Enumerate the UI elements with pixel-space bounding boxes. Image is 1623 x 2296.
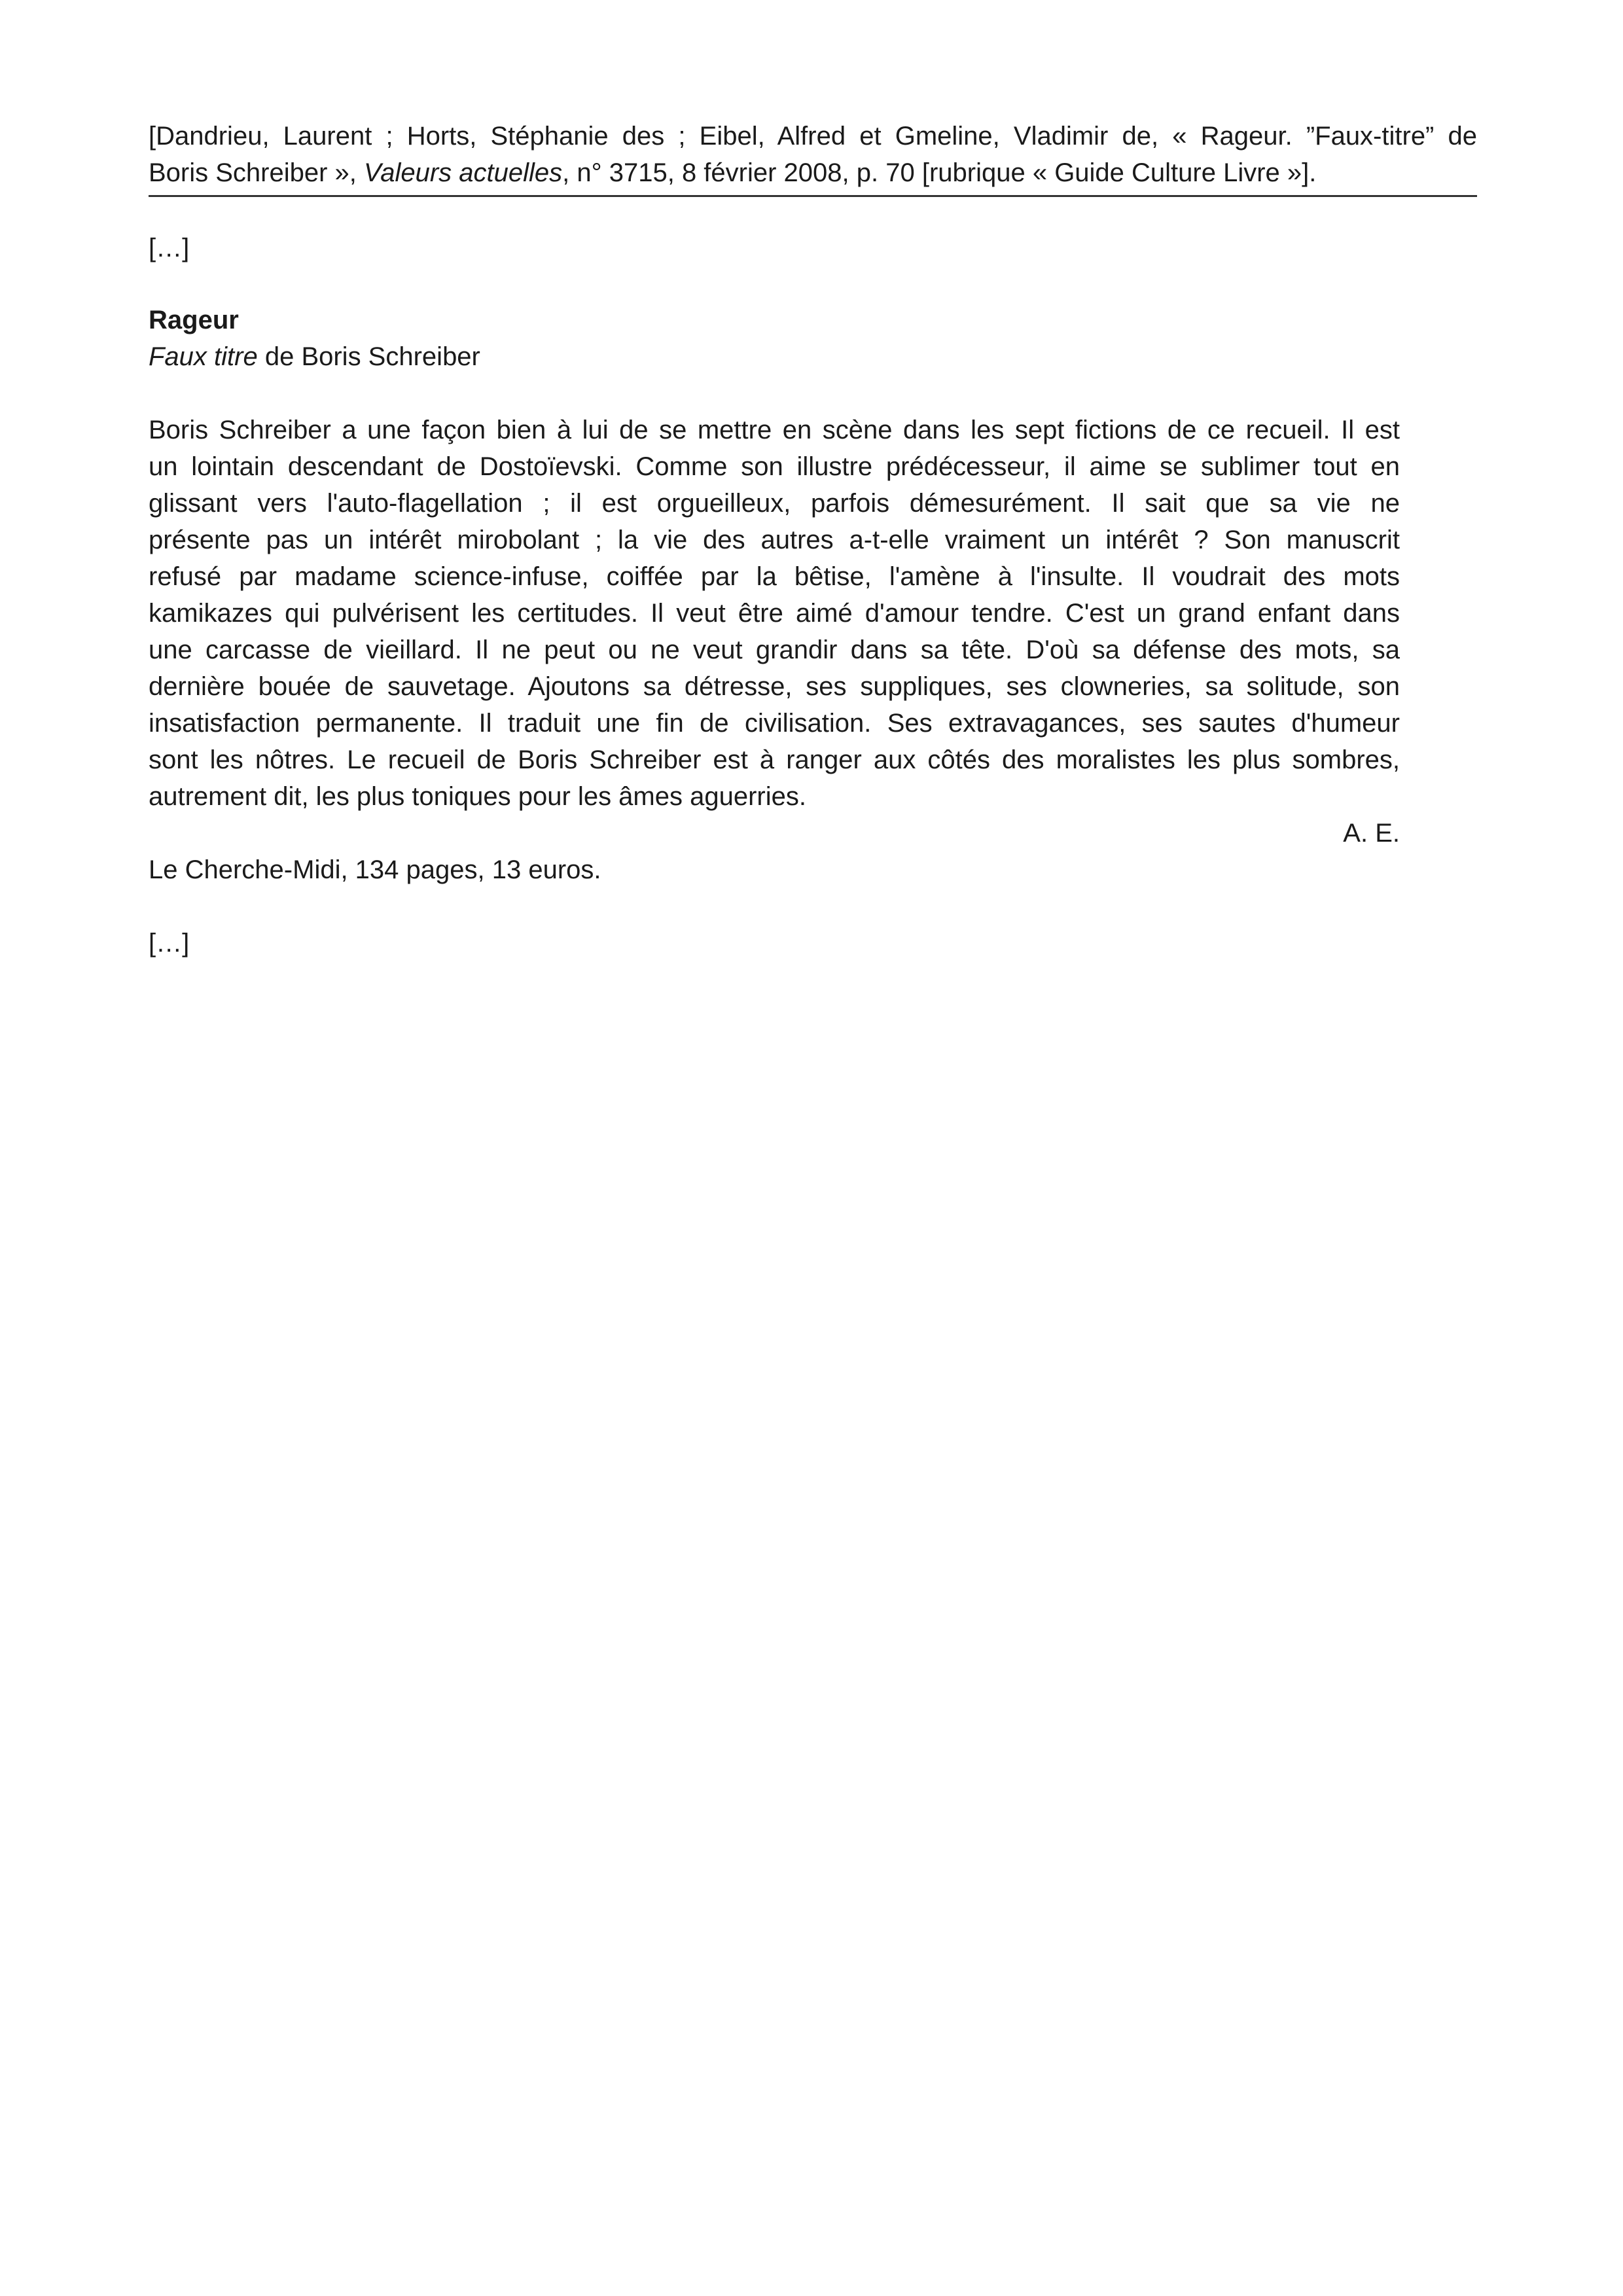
citation-line-2-end: , n° 3715, 8 février 2008, p. 70 [rubrique « Guide Culture Livre »]. <box>562 158 1317 187</box>
review-line: kamikazes qui pulvérisent les certitudes. Il veut être aimé d'amour tendre. C'est un grand enfant dans <box>149 599 1400 628</box>
review-line: sont les nôtres. Le recueil de Boris Schreiber est à ranger aux côtés des moralistes les plus sombres, <box>149 745 1400 774</box>
review-line: présente pas un intérêt mirobolant ; la vie des autres a-t-elle vraiment un intérêt ? Son manuscrit <box>149 526 1400 554</box>
review-line: un lointain descendant de Dostoïevski. Comme son illustre prédécesseur, il aime se sublimer tout en <box>149 452 1400 481</box>
review-line: glissant vers l'auto-flagellation ; il est orgueilleux, parfois démesurément. Il sait que sa vie ne <box>149 489 1400 518</box>
article-subtitle <box>149 338 1400 375</box>
ellipsis-bottom: […] <box>149 929 190 958</box>
review-line: refusé par madame science-infuse, coiffée par la bêtise, l'amène à l'insulte. Il voudrait des mots <box>149 562 1400 591</box>
citation-line-1: [Dandrieu, Laurent ; Horts, Stéphanie des ; Eibel, Alfred et Gmeline, Vladimir de, « Rageur. ”Faux-titre” de <box>149 122 1477 151</box>
document-page <box>149 118 1477 961</box>
citation-line-2-start: Boris Schreiber », <box>149 158 365 187</box>
article-title: Rageur <box>149 306 239 334</box>
review-line: Boris Schreiber a une façon bien à lui de se mettre en scène dans les sept fictions de ce recueil. Il est <box>149 416 1400 444</box>
citation-header <box>149 118 1477 197</box>
review-line: une carcasse de vieillard. Il ne peut ou ne veut grandir dans sa tête. D'où sa défense des mots, sa <box>149 636 1400 664</box>
citation-line-2 <box>149 154 1477 191</box>
ellipsis-top: […] <box>149 234 190 262</box>
journal-title: Valeurs actuelles <box>364 158 563 187</box>
book-title: Faux titre <box>149 342 258 371</box>
publisher-info: Le Cherche-Midi, 134 pages, 13 euros. <box>149 855 601 884</box>
review-line: dernière bouée de sauvetage. Ajoutons sa détresse, ses suppliques, ses clowneries, sa solitude, son <box>149 672 1400 701</box>
book-author: de Boris Schreiber <box>257 342 480 371</box>
review-signature: A. E. <box>1343 819 1400 848</box>
review-line: autrement dit, les plus toniques pour les âmes aguerries. <box>149 782 806 811</box>
review-body <box>149 412 1400 815</box>
review-line: insatisfaction permanente. Il traduit une fin de civilisation. Ses extravagances, ses sautes d'humeur <box>149 709 1400 738</box>
